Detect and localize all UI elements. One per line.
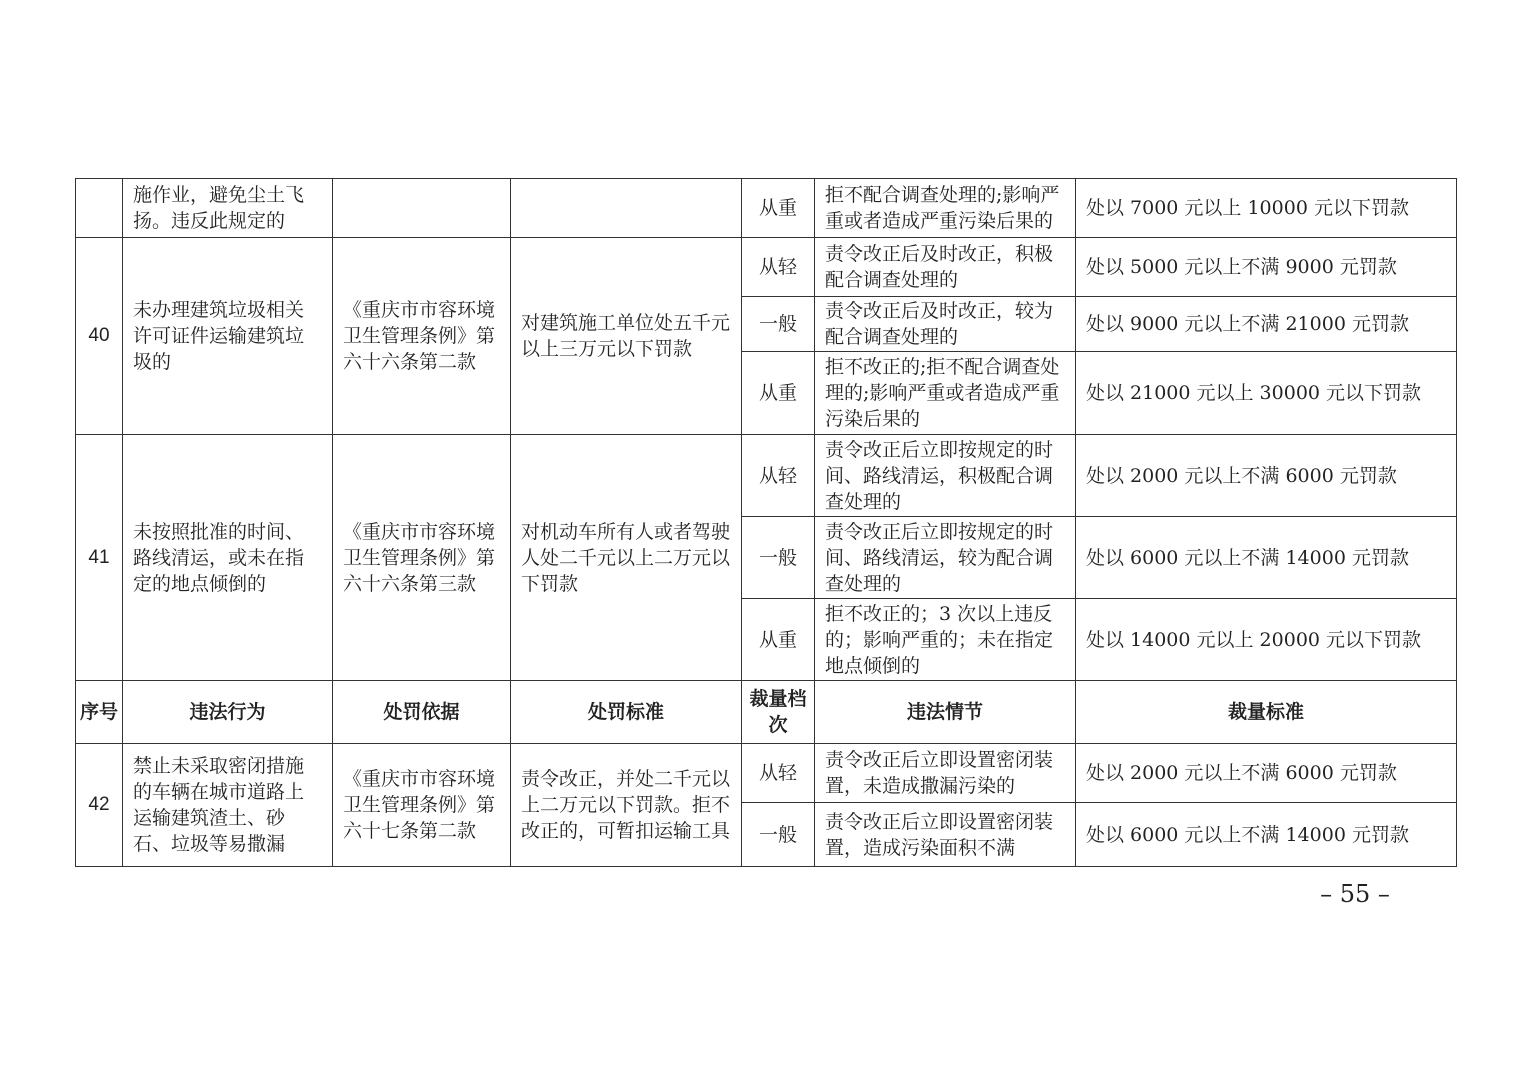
discretion-cell: 处以 6000 元以上不满 14000 元罚款 [1076,803,1457,867]
level-cell: 从轻 [742,238,815,297]
header-level: 裁量档次 [742,681,815,744]
basis-cell: 《重庆市市容环境卫生管理条例》第六十六条第三款 [333,435,511,681]
discretion-cell: 处以 6000 元以上不满 14000 元罚款 [1076,517,1457,599]
standard-cell [511,179,742,238]
header-circumstance: 违法情节 [815,681,1076,744]
basis-cell: 《重庆市市容环境卫生管理条例》第六十七条第二款 [333,744,511,867]
circumstance-cell: 责令改正后及时改正，积极配合调查处理的 [815,238,1076,297]
discretion-cell: 处以 5000 元以上不满 9000 元罚款 [1076,238,1457,297]
circumstance-cell: 责令改正后立即设置密闭装置，造成污染面积不满 [815,803,1076,867]
level-cell: 从轻 [742,744,815,803]
discretion-cell: 处以 21000 元以上 30000 元以下罚款 [1076,352,1457,435]
discretion-cell: 处以 2000 元以上不满 6000 元罚款 [1076,435,1457,517]
level-cell: 一般 [742,803,815,867]
standard-cell: 对建筑施工单位处五千元以上三万元以下罚款 [511,238,742,435]
circumstance-cell: 拒不改正的；3 次以上违反的；影响严重的；未在指定地点倾倒的 [815,599,1076,681]
level-cell: 从重 [742,352,815,435]
behavior-cell: 未按照批准的时间、路线清运，或未在指定的地点倾倒的 [123,435,333,681]
number-cell: 41 [76,435,123,681]
discretion-cell: 处以 2000 元以上不满 6000 元罚款 [1076,744,1457,803]
page-number: – 55 – [1320,880,1390,908]
behavior-cell: 施作业，避免尘土飞扬。违反此规定的 [123,179,333,238]
circumstance-cell: 拒不配合调查处理的;影响严重或者造成严重污染后果的 [815,179,1076,238]
level-cell: 一般 [742,297,815,352]
penalty-discretion-table [75,178,1457,867]
table-row [76,179,1457,238]
circumstance-cell: 责令改正后立即设置密闭装置，未造成撒漏污染的 [815,744,1076,803]
table-row [76,435,1457,517]
circumstance-cell: 责令改正后立即按规定的时间、路线清运，积极配合调查处理的 [815,435,1076,517]
standard-cell: 对机动车所有人或者驾驶人处二千元以上二万元以下罚款 [511,435,742,681]
header-discretion: 裁量标准 [1076,681,1457,744]
standard-cell: 责令改正，并处二千元以上二万元以下罚款。拒不改正的，可暂扣运输工具 [511,744,742,867]
level-cell: 从重 [742,179,815,238]
behavior-cell: 禁止未采取密闭措施的车辆在城市道路上运输建筑渣土、砂石、垃圾等易撒漏 [123,744,333,867]
table-row [76,744,1457,803]
level-cell: 一般 [742,517,815,599]
number-cell [76,179,123,238]
level-cell: 从重 [742,599,815,681]
number-cell: 40 [76,238,123,435]
level-cell: 从轻 [742,435,815,517]
basis-cell: 《重庆市市容环境卫生管理条例》第六十六条第二款 [333,238,511,435]
circumstance-cell: 责令改正后及时改正，较为配合调查处理的 [815,297,1076,352]
basis-cell [333,179,511,238]
header-behavior: 违法行为 [123,681,333,744]
behavior-cell: 未办理建筑垃圾相关许可证件运输建筑垃圾的 [123,238,333,435]
discretion-cell: 处以 9000 元以上不满 21000 元罚款 [1076,297,1457,352]
header-number: 序号 [76,681,123,744]
discretion-cell: 处以 14000 元以上 20000 元以下罚款 [1076,599,1457,681]
circumstance-cell: 拒不改正的;拒不配合调查处理的;影响严重或者造成严重污染后果的 [815,352,1076,435]
header-basis: 处罚依据 [333,681,511,744]
table-row [76,238,1457,297]
discretion-cell: 处以 7000 元以上 10000 元以下罚款 [1076,179,1457,238]
table-header-row [76,681,1457,744]
circumstance-cell: 责令改正后立即按规定的时间、路线清运，较为配合调查处理的 [815,517,1076,599]
number-cell: 42 [76,744,123,867]
header-standard: 处罚标准 [511,681,742,744]
